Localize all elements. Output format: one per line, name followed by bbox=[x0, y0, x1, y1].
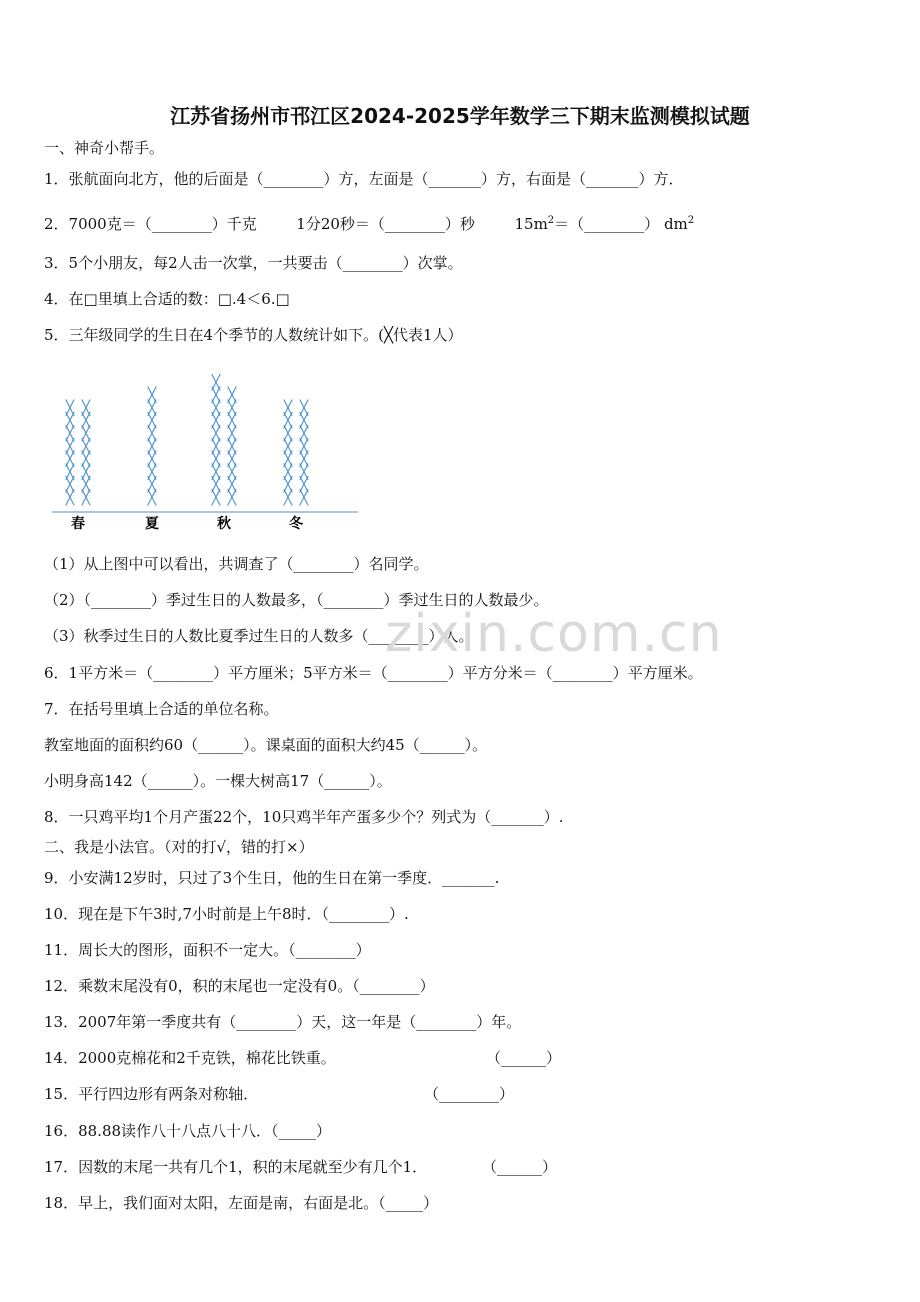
pictograph-mark: ╳ bbox=[211, 490, 221, 506]
category-label: 春 bbox=[71, 516, 85, 532]
question-7-b: 小明身高142（______）。一棵大树高17（______）。 bbox=[44, 772, 392, 790]
pictograph-mark: ╳ bbox=[227, 464, 237, 481]
question-10: 10．现在是下午3时,7小时前是上午8时．（________）. bbox=[44, 905, 409, 923]
pictograph-mark: ╳ bbox=[65, 426, 75, 442]
question-8: 8．一只鸡平均1个月产蛋22个，10只鸡半年产蛋多少个？列式为（_______）. bbox=[44, 808, 564, 826]
pictograph-mark: ╳ bbox=[299, 426, 309, 442]
question-2 bbox=[44, 210, 694, 235]
pictograph-mark: ╳ bbox=[211, 464, 221, 481]
question-2-part-2: 1分20秒＝（________）秒 bbox=[296, 215, 475, 233]
pictograph-mark: ╳ bbox=[81, 490, 91, 506]
pictograph-mark: ╳ bbox=[211, 413, 221, 430]
pictograph-mark: ╳ bbox=[227, 400, 237, 417]
pictograph-mark: ╳ bbox=[283, 438, 293, 455]
pictograph-mark: ╳ bbox=[147, 413, 157, 430]
pictograph-mark: ╳ bbox=[81, 413, 91, 430]
question-6: 6．1平方米＝（________）平方厘米；5平方米＝（________）平方分米＝（________）平方厘米。 bbox=[44, 664, 703, 682]
pictograph-mark: ╳ bbox=[283, 426, 293, 442]
question-5-3: （3）秋季过生日的人数比夏季过生日的人数多（________）人。 bbox=[44, 627, 474, 645]
category-label: 冬 bbox=[289, 516, 303, 532]
pictograph-mark: ╳ bbox=[147, 387, 157, 404]
pictograph-mark: ╳ bbox=[211, 477, 221, 494]
pictograph-mark: ╳ bbox=[65, 438, 75, 455]
section-heading-2: 二、我是小法官。（对的打√，错的打×） bbox=[44, 838, 314, 856]
question-14-blank: （______） bbox=[486, 1049, 562, 1067]
question-3: 3．5个小朋友，每2人击一次掌，一共要击（________）次掌。 bbox=[44, 254, 463, 272]
pictograph-mark: ╳ bbox=[299, 490, 309, 506]
pictograph-mark: ╳ bbox=[211, 451, 221, 468]
question-9: 9．小安满12岁时，只过了3个生日，他的生日在第一季度．_______. bbox=[44, 869, 500, 887]
pictograph-mark: ╳ bbox=[283, 413, 293, 430]
pictograph-mark: ╳ bbox=[81, 464, 91, 481]
pictograph-mark: ╳ bbox=[65, 477, 75, 494]
pictograph-mark: ╳ bbox=[81, 451, 91, 468]
pictograph-mark: ╳ bbox=[65, 490, 75, 506]
section-heading-1: 一、神奇小帮手。 bbox=[44, 139, 165, 157]
question-14-text: 14．2000克棉花和2千克铁，棉花比铁重。 bbox=[44, 1049, 336, 1067]
pictograph-mark: ╳ bbox=[81, 438, 91, 455]
question-17-blank: （______） bbox=[482, 1158, 558, 1176]
pictograph-mark: ╳ bbox=[227, 490, 237, 506]
pictograph-mark: ╳ bbox=[65, 451, 75, 468]
pictograph-mark: ╳ bbox=[283, 451, 293, 468]
pictograph-mark: ╳ bbox=[283, 477, 293, 494]
question-5-1: （1）从上图中可以看出，共调查了（________）名同学。 bbox=[44, 555, 429, 573]
pictograph-mark: ╳ bbox=[147, 400, 157, 417]
pictograph-mark: ╳ bbox=[211, 374, 221, 391]
pictograph-mark: ╳ bbox=[299, 451, 309, 468]
pictograph-mark: ╳ bbox=[299, 477, 309, 494]
question-12: 12．乘数末尾没有0，积的末尾也一定没有0。（________） bbox=[44, 977, 435, 995]
pictograph-mark: ╳ bbox=[211, 438, 221, 455]
pictograph-mark: ╳ bbox=[65, 464, 75, 481]
question-14 bbox=[44, 1047, 336, 1069]
pictograph-mark: ╳ bbox=[147, 438, 157, 455]
pictograph-mark: ╳ bbox=[81, 477, 91, 494]
category-label: 秋 bbox=[217, 516, 231, 532]
pictograph-mark: ╳ bbox=[299, 464, 309, 481]
question-7-a: 教室地面的面积约60（______）。课桌面的面积大约45（______）。 bbox=[44, 736, 488, 754]
pictograph-mark: ╳ bbox=[227, 413, 237, 430]
pictograph-mark: ╳ bbox=[227, 477, 237, 494]
watermark: zixin.com.cn bbox=[385, 604, 723, 664]
pictograph-mark: ╳ bbox=[299, 438, 309, 455]
question-15: 15．平行四边形有两条对称轴． bbox=[44, 1085, 259, 1103]
pictograph-mark: ╳ bbox=[227, 426, 237, 442]
pictograph-chart bbox=[48, 360, 368, 535]
page-title: 江苏省扬州市邗江区2024-2025学年数学三下期末监测模拟试题 bbox=[170, 104, 750, 128]
pictograph-mark: ╳ bbox=[211, 426, 221, 442]
pictograph-mark: ╳ bbox=[147, 490, 157, 506]
pictograph-mark: ╳ bbox=[227, 387, 237, 404]
pictograph-mark: ╳ bbox=[227, 438, 237, 455]
pictograph-mark: ╳ bbox=[147, 464, 157, 481]
pictograph-mark: ╳ bbox=[299, 413, 309, 430]
question-1: 1．张航面向北方，他的后面是（________）方，左面是（_______）方，右面是（_______）方． bbox=[44, 170, 684, 188]
pictograph-mark: ╳ bbox=[65, 413, 75, 430]
pictograph-mark: ╳ bbox=[147, 451, 157, 468]
question-16: 16．88.88读作八十八点八十八．（_____） bbox=[44, 1122, 332, 1140]
category-label: 夏 bbox=[145, 516, 159, 532]
pictograph-mark: ╳ bbox=[147, 477, 157, 494]
pictograph-mark: ╳ bbox=[211, 387, 221, 404]
pictograph-mark: ╳ bbox=[81, 426, 91, 442]
pictograph-mark: ╳ bbox=[283, 400, 293, 417]
pictograph-mark: ╳ bbox=[147, 426, 157, 442]
question-17: 17．因数的末尾一共有几个1，积的末尾就至少有几个1． bbox=[44, 1158, 428, 1176]
pictograph-mark: ╳ bbox=[299, 400, 309, 417]
question-2-part-3: $15m^2=(\_\_\_\_\_\_\_\_)$ $dm^2$ bbox=[514, 215, 695, 233]
pictograph-mark: ╳ bbox=[81, 400, 91, 417]
question-15-blank: （________） bbox=[424, 1085, 515, 1103]
pictograph-mark: ╳ bbox=[283, 464, 293, 481]
question-18: 18．早上，我们面对太阳，左面是南，右面是北。（_____） bbox=[44, 1194, 439, 1212]
question-13: 13．2007年第一季度共有（________）天，这一年是（________）年。 bbox=[44, 1013, 522, 1031]
question-4: 4．在□里填上合适的数：□.4＜6.□ bbox=[44, 290, 290, 308]
question-5-2: （2）（________）季过生日的人数最多，（________）季过生日的人数最少。 bbox=[44, 591, 549, 609]
pictograph-mark: ╳ bbox=[65, 400, 75, 417]
pictograph-mark: ╳ bbox=[227, 451, 237, 468]
question-2-part-1: 2．7000克＝（________）千克 bbox=[44, 215, 257, 233]
question-11: 11．周长大的图形，面积不一定大。（________） bbox=[44, 941, 371, 959]
question-7: 7．在括号里填上合适的单位名称。 bbox=[44, 700, 279, 718]
pictograph-mark: ╳ bbox=[211, 400, 221, 417]
pictograph-mark: ╳ bbox=[283, 490, 293, 506]
question-5: 5．三年级同学的生日在4个季节的人数统计如下。(╳代表1人） bbox=[44, 326, 463, 344]
